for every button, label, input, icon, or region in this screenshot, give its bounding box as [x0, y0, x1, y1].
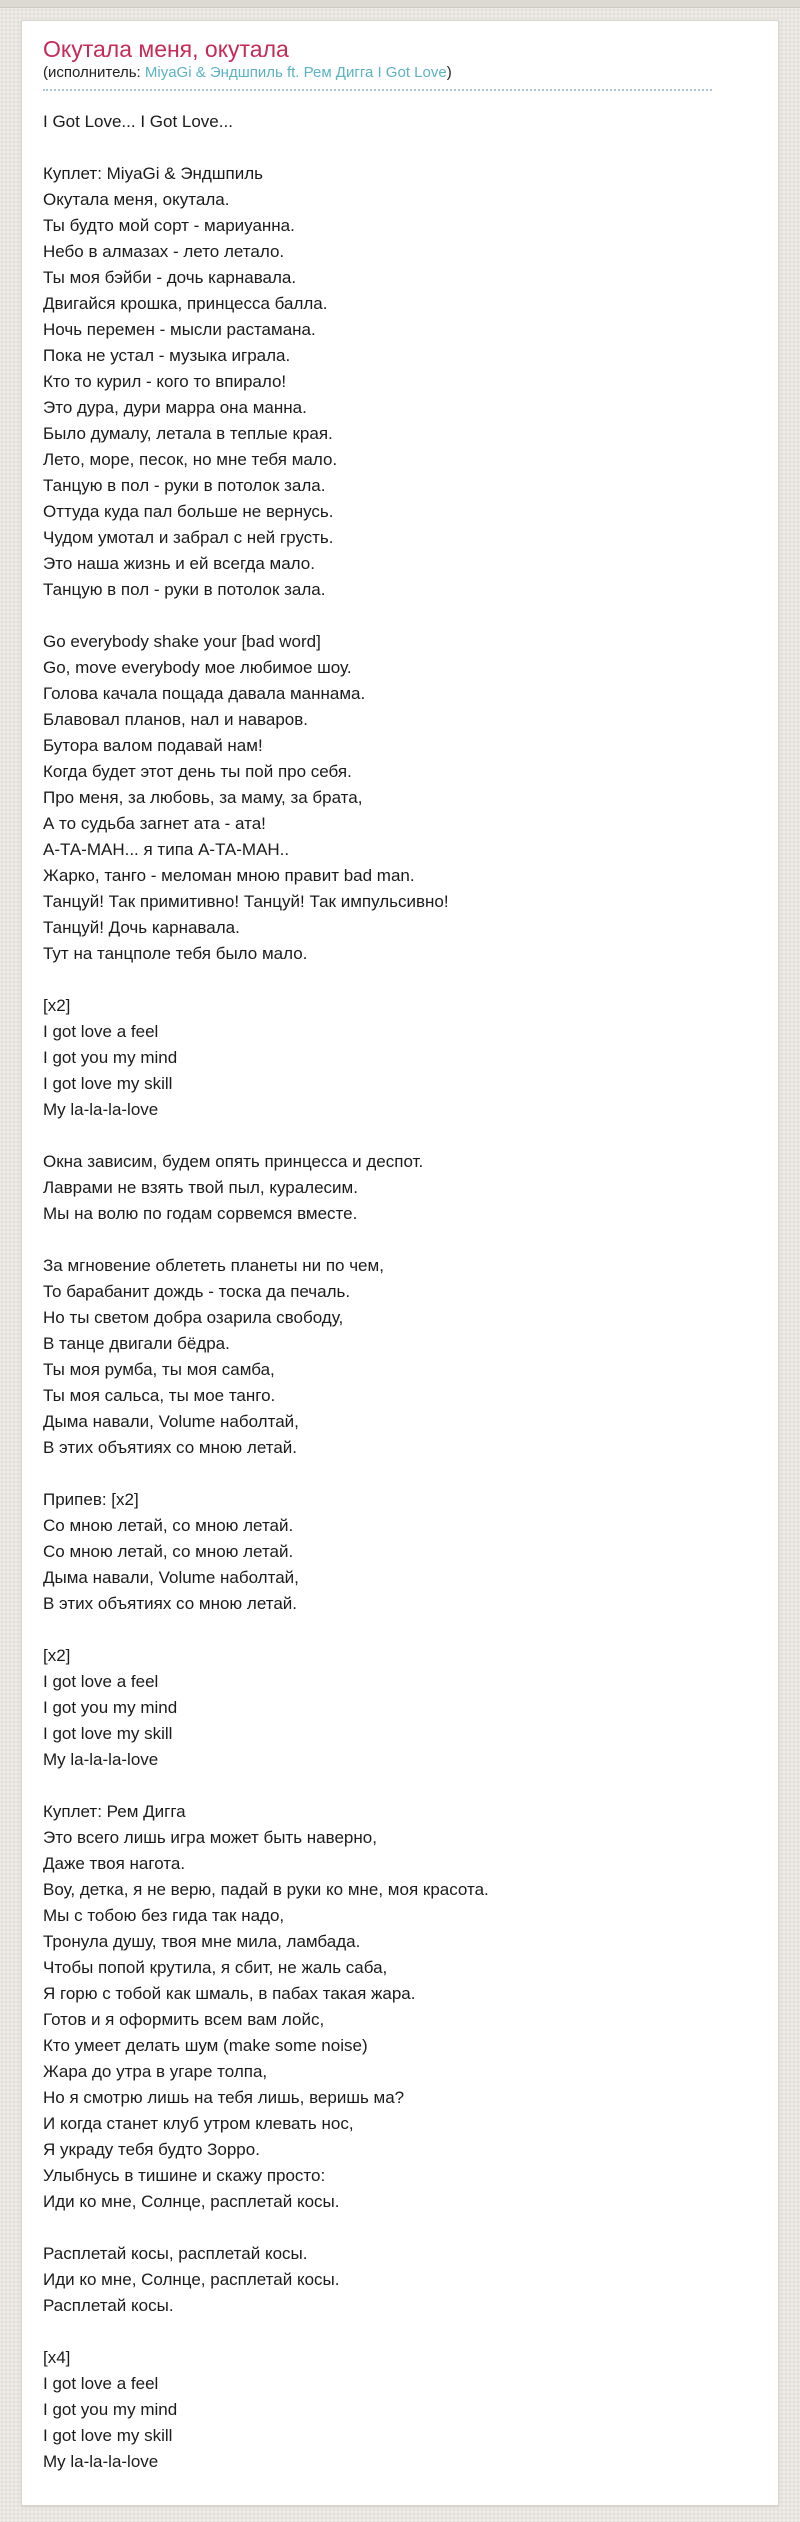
lyric-line: Было думалу, летала в теплые края.	[43, 424, 333, 443]
lyric-line: My la-la-la-love	[43, 2452, 159, 2471]
stanza	[43, 2345, 757, 2475]
lyric-line: Кто умеет делать шум (make some noise)	[43, 2036, 368, 2055]
lyric-line: Двигайся крошка, принцесса балла.	[43, 294, 328, 313]
lyric-line: А-ТА-МАН... я типа А-ТА-МАН..	[43, 840, 290, 859]
stanza	[43, 1487, 757, 1617]
lyric-line: Тут на танцполе тебя было мало.	[43, 944, 308, 963]
lyric-line: Про меня, за любовь, за маму, за брата,	[43, 788, 363, 807]
lyric-line: Даже твоя нагота.	[43, 1854, 186, 1873]
lyric-line: [x2]	[43, 1646, 71, 1665]
lyric-line: Блавовал планов, нал и наваров.	[43, 710, 308, 729]
stanza	[43, 109, 757, 135]
lyric-line: Со мною летай, со мною летай.	[43, 1516, 294, 1535]
lyric-line: Припев: [x2]	[43, 1490, 139, 1509]
lyric-line: Ты моя румба, ты моя самба,	[43, 1360, 275, 1379]
lyric-line: За мгновение облететь планеты ни по чем,	[43, 1256, 384, 1275]
lyric-line: Дыма навали, Volume наболтай,	[43, 1568, 299, 1587]
lyric-line: Мы на волю по годам сорвемся вместе.	[43, 1204, 358, 1223]
lyric-line: [x4]	[43, 2348, 71, 2367]
artist-link[interactable]: MiyaGi & Эндшпиль ft. Рем Дигга I Got Love	[144, 64, 447, 81]
stanza	[43, 1643, 757, 1773]
lyric-line: I got love a feel	[43, 2374, 159, 2393]
lyrics	[43, 109, 757, 2475]
lyric-line: I got love a feel	[43, 1672, 159, 1691]
lyric-line: I Got Love... I Got Love...	[43, 112, 233, 131]
lyric-line: Тронула душу, твоя мне мила, ламбада.	[43, 1932, 361, 1951]
lyric-line: I got you my mind	[43, 1698, 178, 1717]
lyric-line: [x2]	[43, 996, 71, 1015]
lyric-line: Это всего лишь игра может быть наверно,	[43, 1828, 377, 1847]
lyric-line: Оттуда куда пал больше не вернусь.	[43, 502, 334, 521]
lyric-line: Но я смотрю лишь на тебя лишь, веришь ма?	[43, 2088, 405, 2107]
lyric-line: Дыма навали, Volume наболтай,	[43, 1412, 299, 1431]
lyric-line: Куплет: MiyaGi & Эндшпиль	[43, 164, 263, 183]
lyric-line: Ты будто мой сорт - мариуанна.	[43, 216, 295, 235]
stanza	[43, 629, 757, 967]
lyric-line: Но ты светом добра озарила свободу,	[43, 1308, 344, 1327]
lyric-line: Танцую в пол - руки в потолок зала.	[43, 580, 326, 599]
stanza	[43, 1149, 757, 1227]
lyric-line: Иди ко мне, Солнце, расплетай косы.	[43, 2192, 340, 2211]
lyric-line: My la-la-la-love	[43, 1100, 159, 1119]
lyric-line: Лето, море, песок, но мне тебя мало.	[43, 450, 338, 469]
lyric-line: Окутала меня, окутала.	[43, 190, 230, 209]
lyric-line: Go, move everybody мое любимое шоу.	[43, 658, 352, 677]
lyric-line: Go everybody shake your [bad word]	[43, 632, 321, 651]
lyric-line: Когда будет этот день ты пой про себя.	[43, 762, 352, 781]
lyric-line: I got you my mind	[43, 2400, 178, 2419]
artist-line	[43, 63, 712, 82]
lyric-line: Небо в алмазах - лето летало.	[43, 242, 285, 261]
lyric-line: Мы с тобою без гида так надо,	[43, 1906, 285, 1925]
lyric-line: Иди ко мне, Солнце, расплетай косы.	[43, 2270, 340, 2289]
song-header	[43, 36, 712, 91]
lyric-line: Я украду тебя будто Зорро.	[43, 2140, 260, 2159]
stanza	[43, 161, 757, 603]
lyric-line: Я горю с тобой как шмаль, в пабах такая жара.	[43, 1984, 416, 2003]
lyric-line: В танце двигали бёдра.	[43, 1334, 230, 1353]
lyric-line: Голова качала пощада давала маннама.	[43, 684, 366, 703]
lyric-line: I got love a feel	[43, 1022, 159, 1041]
lyric-line: I got love my skill	[43, 1074, 173, 1093]
lyric-line: Со мною летай, со мною летай.	[43, 1542, 294, 1561]
lyric-line: I got love my skill	[43, 1724, 173, 1743]
stanza	[43, 1253, 757, 1461]
lyric-line: Улыбнусь в тишине и скажу просто:	[43, 2166, 326, 2185]
lyric-line: А то судьба загнет ата - ата!	[43, 814, 266, 833]
lyric-line: Жара до утра в угаре толпа,	[43, 2062, 268, 2081]
lyric-line: Бутора валом подавай нам!	[43, 736, 263, 755]
stanza	[43, 2241, 757, 2319]
song-title: Окутала меня, окутала	[43, 36, 289, 62]
lyric-line: Готов и я оформить всем вам лойс,	[43, 2010, 325, 2029]
artist-suffix: )	[446, 64, 452, 81]
lyric-line: Это дура, дури марра она манна.	[43, 398, 307, 417]
lyric-line: Танцуй! Так примитивно! Танцуй! Так импульсивно!	[43, 892, 449, 911]
lyric-line: Кто то курил - кого то впирало!	[43, 372, 287, 391]
lyric-line: Чтобы попой крутила, я сбит, не жаль саба,	[43, 1958, 388, 1977]
stanza	[43, 1799, 757, 2215]
lyric-line: В этих объятиях со мною летай.	[43, 1438, 297, 1457]
page-top-border	[0, 0, 800, 8]
lyric-line: Лаврами не взять твой пыл, куралесим.	[43, 1178, 358, 1197]
lyrics-card	[21, 20, 779, 2506]
lyric-line: Расплетай косы, расплетай косы.	[43, 2244, 308, 2263]
lyric-line: Танцуй! Дочь карнавала.	[43, 918, 240, 937]
lyric-line: Воу, детка, я не верю, падай в руки ко мне, моя красота.	[43, 1880, 489, 1899]
lyric-line: И когда станет клуб утром клевать нос,	[43, 2114, 354, 2133]
lyric-line: Танцую в пол - руки в потолок зала.	[43, 476, 326, 495]
lyric-line: Ночь перемен - мысли растамана.	[43, 320, 316, 339]
lyric-line: Окна зависим, будем опять принцесса и деспот.	[43, 1152, 424, 1171]
lyric-line: Жарко, танго - меломан мною правит bad man.	[43, 866, 415, 885]
lyric-line: Пока не устал - музыка играла.	[43, 346, 291, 365]
lyric-line: Это наша жизнь и ей всегда мало.	[43, 554, 315, 573]
lyric-line: I got love my skill	[43, 2426, 173, 2445]
lyric-line: I got you my mind	[43, 1048, 178, 1067]
artist-label: (исполнитель:	[43, 64, 145, 81]
lyric-line: Расплетай косы.	[43, 2296, 174, 2315]
lyric-line: My la-la-la-love	[43, 1750, 159, 1769]
lyric-line: В этих объятиях со мною летай.	[43, 1594, 297, 1613]
lyric-line: То барабанит дождь - тоска да печаль.	[43, 1282, 351, 1301]
lyric-line: Куплет: Рем Дигга	[43, 1802, 186, 1821]
lyric-line: Ты моя бэйби - дочь карнавала.	[43, 268, 297, 287]
stanza	[43, 993, 757, 1123]
lyric-line: Ты моя сальса, ты мое танго.	[43, 1386, 276, 1405]
lyric-line: Чудом умотал и забрал с ней грусть.	[43, 528, 334, 547]
